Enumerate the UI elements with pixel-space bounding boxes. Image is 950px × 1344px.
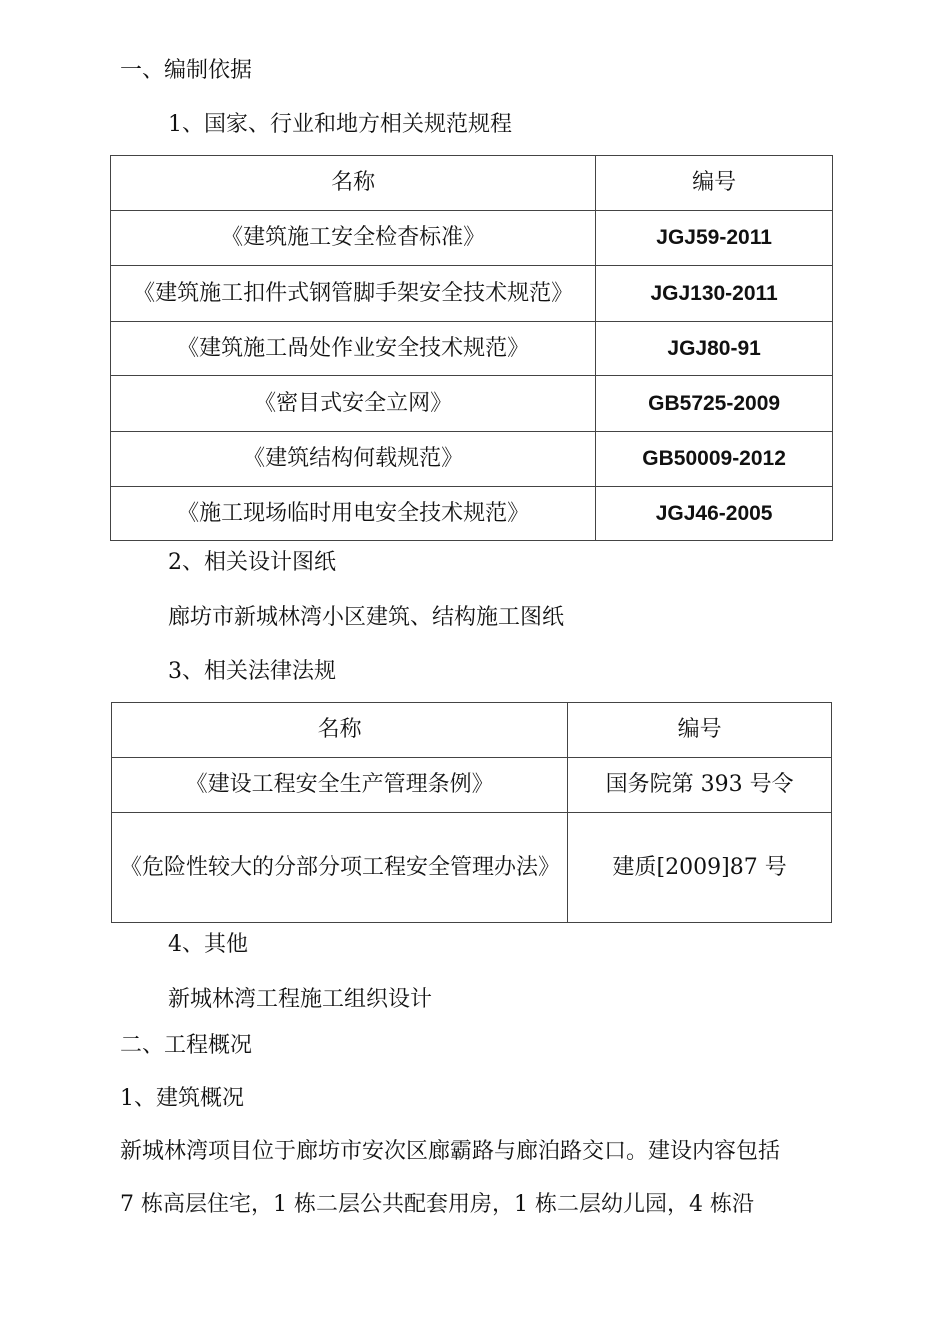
table-row [111,432,833,487]
standard-code: GB50009-2012 [596,432,833,487]
law-code: 国务院第 393 号令 [568,758,832,813]
standard-code: JGJ59-2011 [596,211,833,266]
table-row [111,211,833,266]
standard-name: 《密目式安全立网》 [111,376,596,432]
subsection-1-3-title: 3、相关法律法规 [168,659,336,684]
header-code: 编号 [596,156,833,211]
standard-code: JGJ46-2005 [596,487,833,541]
design-drawings-text: 廊坊市新城林湾小区建筑、结构施工图纸 [168,605,565,630]
table-row [111,487,833,541]
table-row [111,266,833,322]
law-code: 建质[2009]87 号 [568,813,832,923]
standard-name: 《建筑施工扣件式钢管脚手架安全技术规范》 [111,266,596,322]
section-1-title: 一、编制依据 [120,58,253,83]
header-code: 编号 [568,703,832,758]
standard-code: JGJ130-2011 [596,266,833,322]
standards-table [110,155,833,541]
standard-name: 《建筑施工咼处作业安全技术规范》 [111,322,596,376]
table-row [112,758,832,813]
standard-code: GB5725-2009 [596,376,833,432]
table-row [112,813,832,923]
table-header-row [111,156,833,211]
subsection-1-2-title: 2、相关设计图纸 [168,550,336,575]
subsection-1-1-title: 1、国家、行业和地方相关规范规程 [168,112,512,137]
other-text: 新城林湾工程施工组织设计 [168,987,433,1012]
subsection-2-1-title: 1、建筑概况 [120,1086,244,1111]
header-name: 名称 [112,703,568,758]
standard-name: 《建筑结构何载规范》 [111,432,596,487]
header-name: 名称 [111,156,596,211]
section-2-title: 二、工程概况 [120,1033,253,1058]
table-row [111,322,833,376]
law-name: 《危险性较大的分部分项工程安全管理办法》 [112,813,568,923]
law-name: 《建设工程安全生产管理条例》 [112,758,568,813]
laws-table [111,702,832,923]
standard-name: 《建筑施工安全检杳标准》 [111,211,596,266]
standard-name: 《施工现场临时用电安全技术规范》 [111,487,596,541]
overview-line-2: 7 栋高层住宅，1 栋二层公共配套用房，1 栋二层幼儿园，4 栋沿 [120,1192,754,1217]
standard-code: JGJ80-91 [596,322,833,376]
overview-line-1: 新城林湾项目位于廊坊市安次区廊霸路与廊泊路交口。建设内容包括 [120,1139,781,1164]
table-row [111,376,833,432]
table-header-row [112,703,832,758]
subsection-1-4-title: 4、其他 [168,932,248,957]
